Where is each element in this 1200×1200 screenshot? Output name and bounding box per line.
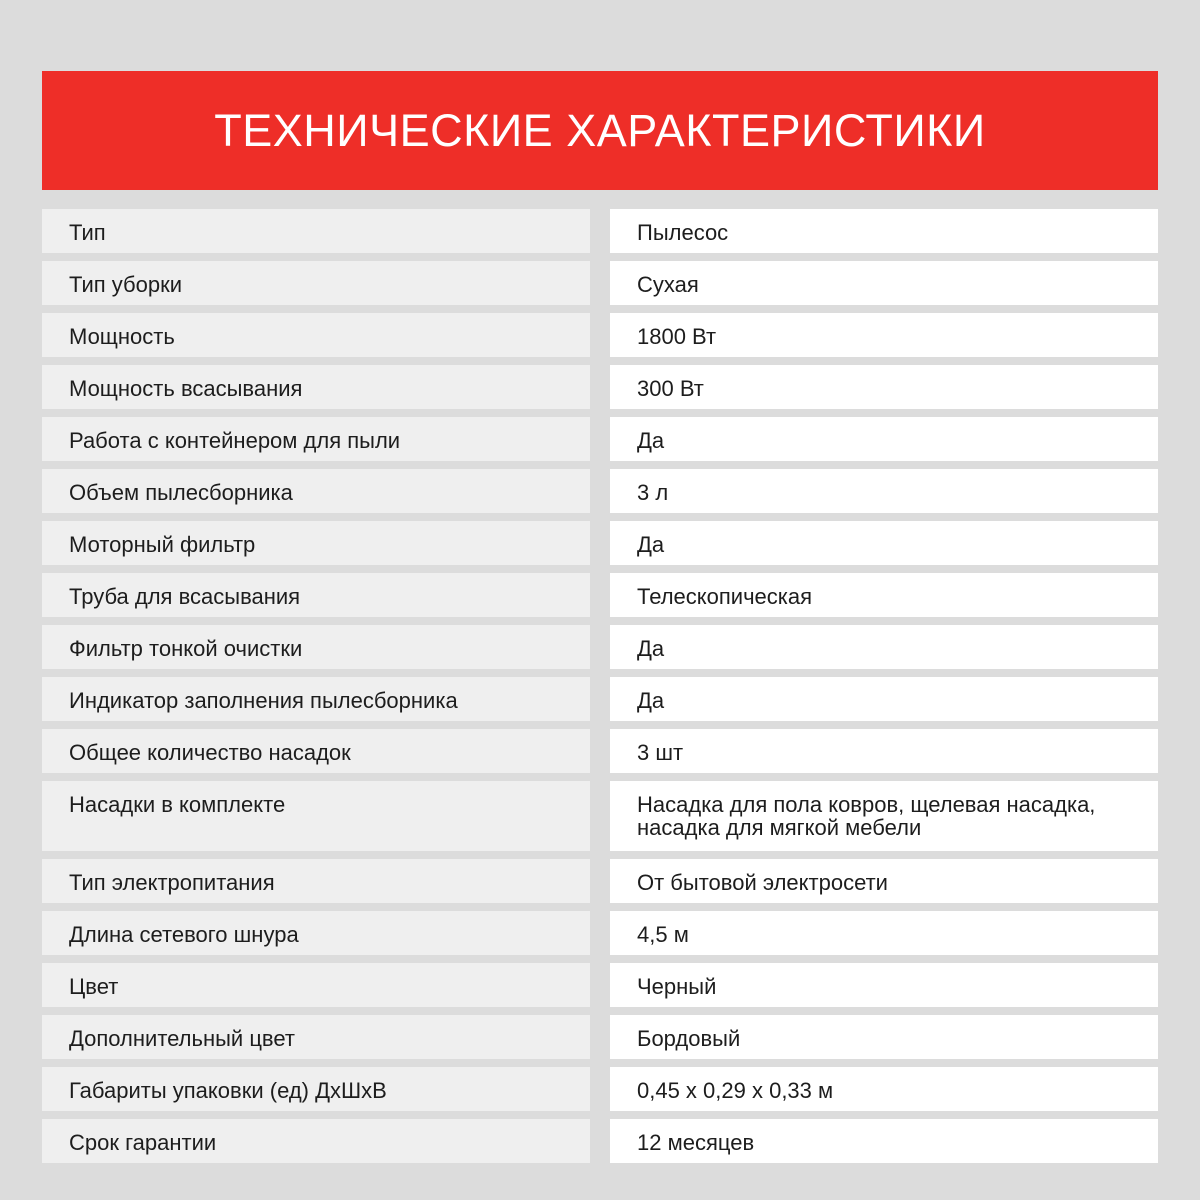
spec-value: 3 л [610, 469, 1158, 513]
spec-row-package-dimensions [42, 1067, 1158, 1111]
spec-row-power-supply [42, 859, 1158, 903]
spec-label: Мощность [42, 313, 590, 357]
header-banner [42, 71, 1158, 190]
spec-value: От бытовой электросети [610, 859, 1158, 903]
spec-value: 0,45 x 0,29 x 0,33 м [610, 1067, 1158, 1111]
spec-row-motor-filter [42, 521, 1158, 565]
spec-label: Индикатор заполнения пылесборника [42, 677, 590, 721]
spec-label: Работа с контейнером для пыли [42, 417, 590, 461]
spec-label: Общее количество насадок [42, 729, 590, 773]
spec-value-line: Насадка для пола ковров, щелевая насадка, [637, 792, 1096, 817]
spec-row-suction-tube [42, 573, 1158, 617]
spec-value: 3 шт [610, 729, 1158, 773]
spec-value [610, 781, 1158, 851]
spec-row-fine-filter [42, 625, 1158, 669]
spec-label: Насадки в комплекте [42, 781, 590, 851]
spec-label: Длина сетевого шнура [42, 911, 590, 955]
spec-label: Тип электропитания [42, 859, 590, 903]
spec-value: Да [610, 677, 1158, 721]
spec-value: 4,5 м [610, 911, 1158, 955]
spec-label: Труба для всасывания [42, 573, 590, 617]
spec-value: Пылесос [610, 209, 1158, 253]
spec-value-line: насадка для мягкой мебели [637, 815, 922, 840]
spec-row-type [42, 209, 1158, 253]
spec-label: Мощность всасывания [42, 365, 590, 409]
spec-row-fill-indicator [42, 677, 1158, 721]
spec-label: Габариты упаковки (ед) ДхШхВ [42, 1067, 590, 1111]
spec-label: Тип [42, 209, 590, 253]
spec-value: Да [610, 521, 1158, 565]
spec-value: Да [610, 417, 1158, 461]
spec-label: Дополнительный цвет [42, 1015, 590, 1059]
page-title: ТЕХНИЧЕСКИЕ ХАРАКТЕРИСТИКИ [214, 104, 986, 156]
spec-value: 1800 Вт [610, 313, 1158, 357]
spec-value: Сухая [610, 261, 1158, 305]
spec-row-dust-volume [42, 469, 1158, 513]
spec-label: Тип уборки [42, 261, 590, 305]
spec-value: 300 Вт [610, 365, 1158, 409]
spec-label: Моторный фильтр [42, 521, 590, 565]
spec-label: Фильтр тонкой очистки [42, 625, 590, 669]
spec-value: Да [610, 625, 1158, 669]
spec-row-cord-length [42, 911, 1158, 955]
spec-row-nozzle-count [42, 729, 1158, 773]
spec-row-warranty [42, 1119, 1158, 1163]
spec-label: Цвет [42, 963, 590, 1007]
specs-table [42, 209, 1158, 1171]
spec-row-power [42, 313, 1158, 357]
spec-label: Объем пылесборника [42, 469, 590, 513]
spec-value: Телескопическая [610, 573, 1158, 617]
spec-row-additional-color [42, 1015, 1158, 1059]
spec-row-cleaning-type [42, 261, 1158, 305]
spec-row-suction-power [42, 365, 1158, 409]
spec-row-color [42, 963, 1158, 1007]
spec-value: Черный [610, 963, 1158, 1007]
spec-label: Срок гарантии [42, 1119, 590, 1163]
spec-row-dust-container [42, 417, 1158, 461]
spec-row-included-nozzles [42, 781, 1158, 851]
spec-value: 12 месяцев [610, 1119, 1158, 1163]
spec-value: Бордовый [610, 1015, 1158, 1059]
